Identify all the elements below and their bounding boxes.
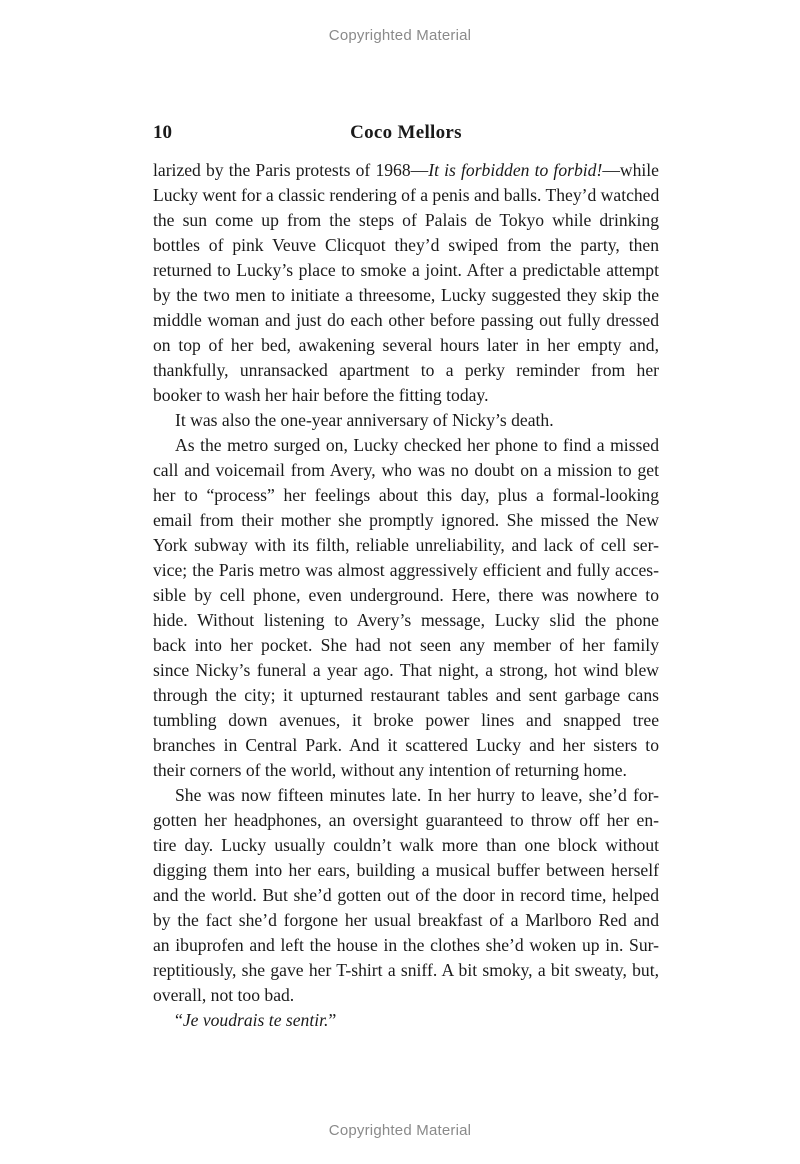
text-line: since Nicky’s funeral a year ago. That night, a strong, hot wind blew	[153, 660, 659, 680]
running-header	[153, 122, 659, 148]
copyright-watermark-top: Copyrighted Material	[328, 27, 472, 44]
text-line: by the fact she’d forgone her usual breakfast of a Marlboro Red and	[153, 910, 659, 930]
text-line: branches in Central Park. And it scattered Lucky and her sisters to	[153, 735, 659, 755]
text-line: digging them into her ears, building a musical buffer between herself	[153, 860, 659, 880]
italic-dialogue: Je voudrais te sentir.	[182, 1010, 329, 1030]
text-line: and the world. But she’d gotten out of the door in record time, helped	[153, 885, 659, 905]
text-line: reptitiously, she gave her T-shirt a sniff. A bit smoky, a bit sweaty, but,	[153, 960, 659, 980]
text-line: As the metro surged on, Lucky checked her phone to find a missed	[175, 435, 659, 455]
text-line: her to “process” her feelings about this day, plus a formal-looking	[153, 485, 659, 505]
text-line: on top of her bed, awakening several hours later in her empty and,	[153, 335, 659, 355]
text-line: York subway with its filth, reliable unreliability, and lack of cell ser-	[153, 535, 659, 555]
text-line: She was now fifteen minutes late. In her hurry to leave, she’d for-	[175, 785, 659, 805]
text-line: their corners of the world, without any intention of returning home.	[153, 760, 627, 780]
text-line: It was also the one-year anniversary of Nicky’s death.	[175, 410, 554, 430]
text-line: vice; the Paris metro was almost aggressively efficient and fully acces-	[153, 560, 659, 580]
text-line: hide. Without listening to Avery’s message, Lucky slid the phone	[153, 610, 659, 630]
text-line: email from their mother she promptly ignored. She missed the New	[153, 510, 659, 530]
text-line: sible by cell phone, even underground. Here, there was nowhere to	[153, 585, 659, 605]
text-line: overall, not too bad.	[153, 985, 295, 1005]
text-line: tire day. Lucky usually couldn’t walk more than one block without	[153, 835, 659, 855]
page-number: 10	[153, 122, 172, 143]
text-line: gotten her headphones, an oversight guaranteed to throw off her en-	[153, 810, 659, 830]
author-name: Coco Mellors	[350, 122, 462, 143]
copyright-watermark-bottom: Copyrighted Material	[328, 1122, 472, 1139]
text-line: an ibuprofen and left the house in the clothes she’d woken up in. Sur-	[153, 935, 659, 955]
body-text	[153, 158, 659, 1033]
text-line: returned to Lucky’s place to smoke a joint. After a predictable attempt	[153, 260, 659, 280]
text-line: bottles of pink Veuve Clicquot they’d swiped from the party, then	[153, 235, 659, 255]
text-line: by the two men to initiate a threesome, Lucky suggested they skip the	[153, 285, 659, 305]
text-line: thankfully, unransacked apartment to a perky reminder from her	[153, 360, 659, 380]
text-line: larized by the Paris protests of 1968—It is forbidden to forbid!—while	[153, 160, 659, 180]
text-line: the sun come up from the steps of Palais de Tokyo while drinking	[153, 210, 659, 230]
text-line: call and voicemail from Avery, who was no doubt on a mission to get	[153, 460, 659, 480]
text-line: through the city; it upturned restaurant tables and sent garbage cans	[153, 685, 659, 705]
text-line: tumbling down avenues, it broke power lines and snapped tree	[153, 710, 659, 730]
text-line: “Je voudrais te sentir.”	[175, 1010, 337, 1030]
text-line: middle woman and just do each other before passing out fully dressed	[153, 310, 659, 330]
text-line: booker to wash her hair before the fitting today.	[153, 385, 489, 405]
text-line: back into her pocket. She had not seen any member of her family	[153, 635, 659, 655]
text-line: Lucky went for a classic rendering of a penis and balls. They’d watched	[153, 185, 659, 205]
italic-phrase: It is forbidden to forbid!	[428, 160, 603, 180]
